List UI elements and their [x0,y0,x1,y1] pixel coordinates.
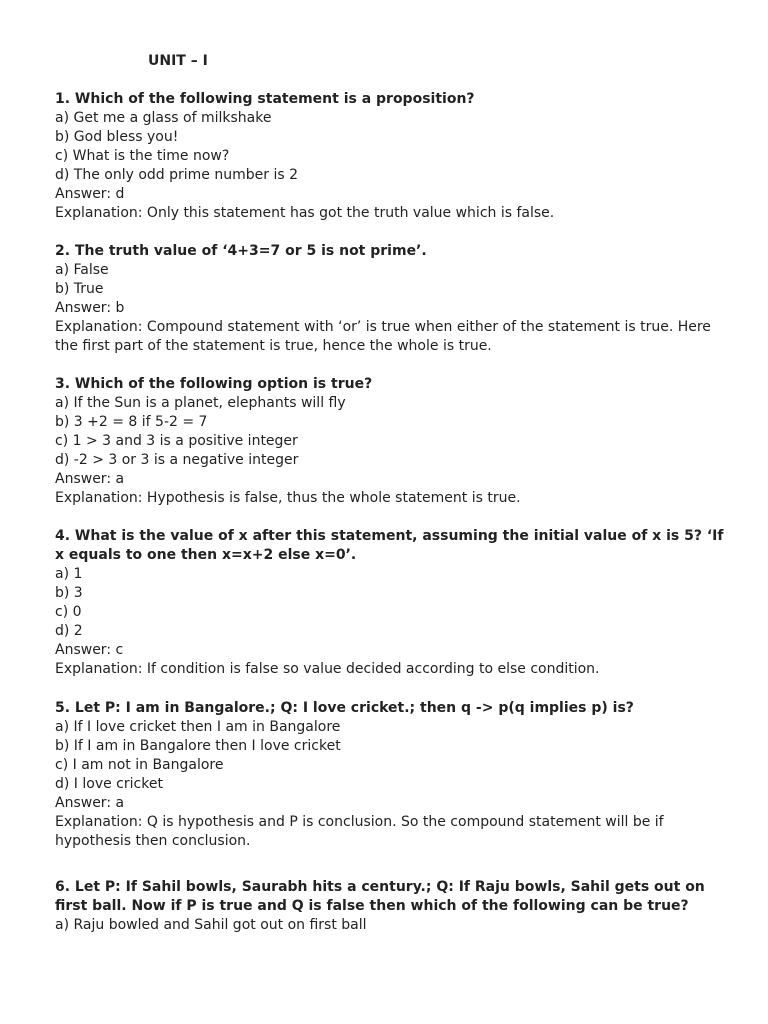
option: a) 1 [55,566,83,582]
question-block-3 [55,375,735,508]
option: a) If the Sun is a planet, elephants will fly [55,395,346,411]
option: a) False [55,262,109,278]
answer: Answer: c [55,642,124,658]
option: d) I love cricket [55,776,163,792]
explanation: Explanation: Compound statement with ‘or’ is true when either of the statement is true. Here the first part of the statement is true, hence the whole is true. [55,319,711,354]
question-text: 3. Which of the following option is true? [55,376,373,392]
option: d) The only odd prime number is 2 [55,167,299,183]
option: a) Get me a glass of milkshake [55,110,272,126]
option: b) God bless you! [55,129,179,145]
explanation: Explanation: If condition is false so value decided according to else condition. [55,661,600,677]
option: b) 3 [55,585,83,601]
question-text: 6. Let P: If Sahil bowls, Saurabh hits a century.; Q: If Raju bowls, Sahil gets out on first ball. Now if P is true and Q is false then which of the following can be true? [55,879,705,914]
answer: Answer: b [55,300,125,316]
question-block-4 [55,527,735,679]
question-text: 5. Let P: I am in Bangalore.; Q: I love cricket.; then q -> p(q implies p) is? [55,700,634,716]
option: d) -2 > 3 or 3 is a negative integer [55,452,299,468]
explanation: Explanation: Only this statement has got the truth value which is false. [55,205,555,221]
option: a) If I love cricket then I am in Bangalore [55,719,341,735]
question-text: 1. Which of the following statement is a proposition? [55,91,475,107]
option: c) 0 [55,604,82,620]
option: c) I am not in Bangalore [55,757,224,773]
option: d) 2 [55,623,83,639]
answer: Answer: d [55,186,125,202]
question-block-5 [55,699,735,851]
option: b) True [55,281,104,297]
option: c) What is the time now? [55,148,230,164]
option: c) 1 > 3 and 3 is a positive integer [55,433,298,449]
question-text: 4. What is the value of x after this statement, assuming the initial value of x is 5? ‘If x equals to one then x=x+2 else x=0’. [55,528,724,563]
answer: Answer: a [55,795,125,811]
option: a) Raju bowled and Sahil got out on first ball [55,917,367,933]
option: b) 3 +2 = 8 if 5-2 = 7 [55,414,208,430]
question-block-2 [55,242,735,356]
question-block-6 [55,878,735,935]
unit-title: UNIT – I [148,53,208,69]
answer: Answer: a [55,471,125,487]
question-text: 2. The truth value of ‘4+3=7 or 5 is not prime’. [55,243,427,259]
explanation: Explanation: Hypothesis is false, thus the whole statement is true. [55,490,521,506]
explanation: Explanation: Q is hypothesis and P is conclusion. So the compound statement will be if hypothesis then conclusion. [55,814,664,849]
question-block-1 [55,90,735,223]
option: b) If I am in Bangalore then I love cricket [55,738,341,754]
